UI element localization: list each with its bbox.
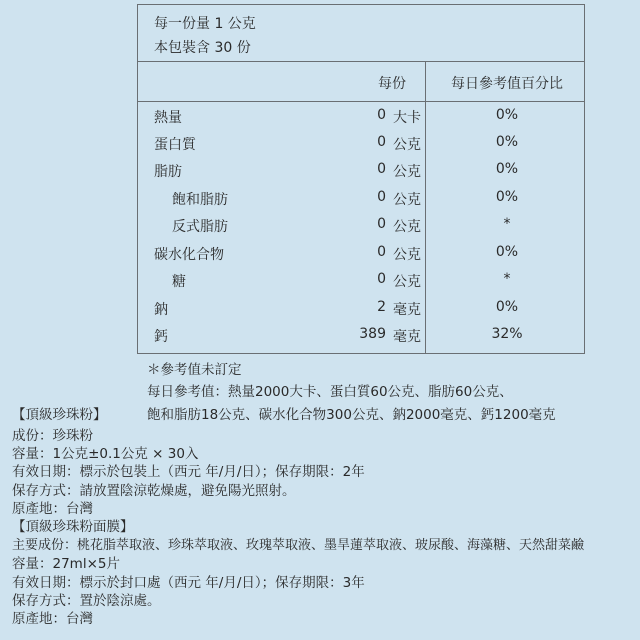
nutrient-unit: 大卡 [393, 110, 421, 126]
nutrient-amount: 0 [377, 107, 386, 123]
nutrient-unit: 公克 [393, 164, 421, 180]
nutrient-unit: 公克 [393, 247, 421, 263]
nutrient-unit: 公克 [393, 192, 421, 208]
nutrient-daily-value: 32% [491, 326, 523, 342]
nutrient-unit: 公克 [393, 137, 421, 153]
nutrient-amount: 0 [377, 161, 386, 177]
mask-ingredients: 主要成份：桃花脂萃取液、珍珠萃取液、玫瑰萃取液、墨旱蓮萃取液、玻尿酸、海藻糖、天然甜菜鹼 [12, 538, 585, 553]
header-daily-value: 每日參考值百分比 [451, 76, 563, 92]
nutrient-row-carbohydrate [138, 244, 584, 272]
nutrient-daily-value: 0% [495, 161, 519, 177]
nutrient-daily-value: 0% [495, 189, 519, 205]
nutrient-amount: 2 [377, 299, 386, 315]
nutrient-daily-value: 0% [495, 299, 519, 315]
nutrient-row-fat [138, 161, 584, 189]
nutrient-row-calcium [138, 326, 584, 354]
mask-title: 【頂級珍珠粉面膜】 [12, 519, 134, 535]
nutrient-unit: 毫克 [393, 329, 421, 345]
footnote-reference: 每日參考值：熱量2000大卡、蛋白質60公克、脂肪60公克、 [147, 384, 513, 400]
nutrient-name: 蛋白質 [154, 137, 196, 153]
nutrient-row-sodium [138, 299, 584, 327]
powder-expiry: 有效日期：標示於包裝上（西元 年/月/日）；保存期限：2年 [12, 464, 365, 480]
nutrient-daily-value: 0% [495, 134, 519, 150]
powder-origin: 原產地：台灣 [12, 501, 93, 517]
mask-capacity: 容量：27ml×5片 [12, 556, 120, 572]
serving-size: 每一份量 1 公克 [154, 16, 256, 32]
nutrient-name: 鈣 [154, 329, 168, 345]
nutrient-amount: 0 [377, 189, 386, 205]
powder-storage: 保存方式：請放置陰涼乾燥處，避免陽光照射。 [12, 483, 296, 499]
header-per-serving: 每份 [378, 76, 406, 92]
nutrient-row-protein [138, 134, 584, 162]
nutrient-name: 脂肪 [154, 164, 182, 180]
nutrient-name: 熱量 [154, 110, 182, 126]
mask-storage: 保存方式：置於陰涼處。 [12, 593, 161, 609]
nutrition-facts-table [137, 4, 585, 354]
nutrient-name: 飽和脂肪 [172, 192, 228, 208]
nutrient-row-saturated-fat [138, 189, 584, 217]
nutrient-daily-value: 0% [495, 244, 519, 260]
nutrient-name: 鈉 [154, 302, 168, 318]
footnote-reference: 飽和脂肪18公克、碳水化合物300公克、鈉2000毫克、鈣1200毫克 [147, 407, 556, 423]
mask-expiry: 有效日期：標示於封口處（西元 年/月/日）；保存期限：3年 [12, 575, 365, 591]
divider [138, 101, 584, 102]
mask-origin: 原產地：台灣 [12, 611, 93, 627]
footnote-undefined: ＊參考值未訂定 [147, 362, 242, 378]
nutrient-amount: 0 [377, 244, 386, 260]
powder-ingredients: 成份：珍珠粉 [12, 428, 93, 444]
nutrient-name: 反式脂肪 [172, 219, 228, 235]
servings-per-package: 本包裝含 30 份 [154, 40, 251, 56]
divider [138, 61, 584, 62]
powder-title: 【頂級珍珠粉】 [12, 407, 107, 423]
nutrient-amount: 389 [359, 326, 386, 342]
powder-capacity: 容量：1公克±0.1公克 × 30入 [12, 446, 199, 462]
nutrient-row-trans-fat [138, 216, 584, 244]
nutrient-row-sugar [138, 271, 584, 299]
nutrient-amount: 0 [377, 134, 386, 150]
nutrient-amount: 0 [377, 216, 386, 232]
nutrient-daily-value: 0% [495, 107, 519, 123]
nutrient-unit: 毫克 [393, 302, 421, 318]
nutrient-unit: 公克 [393, 219, 421, 235]
nutrient-row-calories [138, 107, 584, 135]
nutrient-amount: 0 [377, 271, 386, 287]
nutrient-daily-value: * [503, 216, 511, 232]
nutrient-daily-value: * [503, 271, 511, 287]
nutrient-unit: 公克 [393, 274, 421, 290]
nutrient-name: 糖 [172, 274, 186, 290]
nutrient-name: 碳水化合物 [154, 247, 224, 263]
